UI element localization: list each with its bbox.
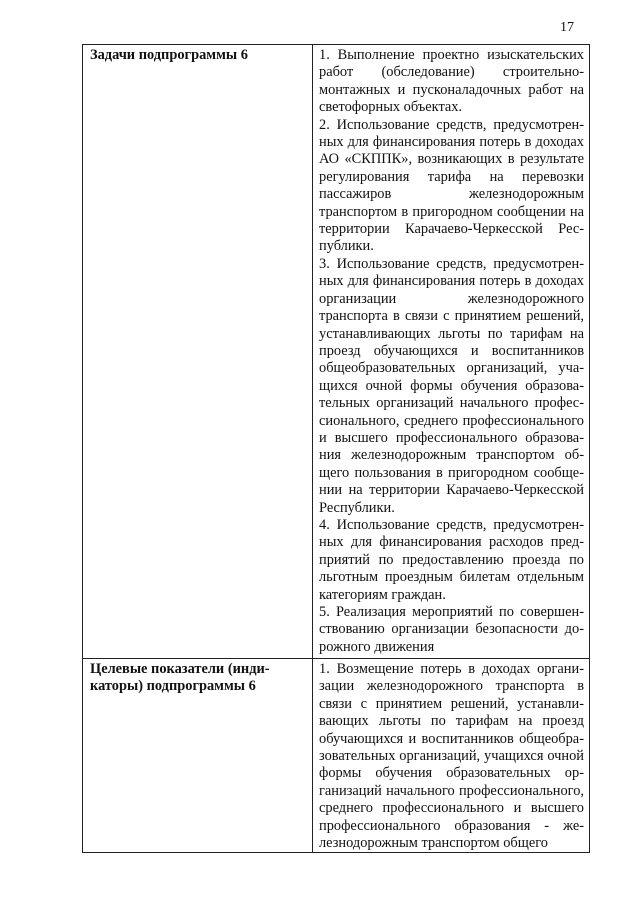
label-cell-indicators: Целевые показатели (индикаторы) подпрограммы 6 bbox=[83, 659, 313, 853]
task-item-5: 5. Реализация мероприятий по совершенствованию организации безопасности дорожного движения bbox=[319, 604, 584, 655]
program-table bbox=[82, 44, 590, 853]
table-row-tasks bbox=[83, 45, 590, 659]
page-number: 17 bbox=[560, 20, 574, 35]
indicator-item-1: 1. Возмещение потерь в доходах организации железнодорожного транспорта в связи с принятием решений, устанавливающих льготы по тарифам на проезд обучающихся и воспитанников общеобразовательных организаций, учащихся очной формы обучения образовательных организаций начального профессионального, среднего профессионального и высшего профессионального образования - железнодорожным транспортом общего bbox=[319, 661, 584, 852]
label-cell-tasks: Задачи подпрограммы 6 bbox=[83, 45, 313, 659]
content-cell-tasks bbox=[313, 45, 590, 659]
content-cell-indicators bbox=[313, 659, 590, 853]
task-item-1: 1. Выполнение проектно изыскательских работ (обследование) строительно-монтажных и пусконаладочных работ на светофорных объектах. bbox=[319, 47, 584, 116]
task-item-2: 2. Использование средств, предусмотренных для финансирования потерь в доходах АО «СКППК», возникающих в результате регулирования тарифа на перевозки пассажиров железнодорожным транспортом в пригородном сообщении на территории Карачаево-Черкесской Республики. bbox=[319, 116, 584, 255]
table-row-indicators bbox=[83, 659, 590, 853]
task-item-4: 4. Использование средств, предусмотренных для финансирования расходов предприятий по предоставлению проезда по льготным проездным билетам отдельным категориям граждан. bbox=[319, 516, 584, 603]
task-item-3: 3. Использование средств, предусмотренных для финансирования потерь в доходах организации железнодорожного транспорта в связи с принятием решений, устанавливающих льготы по тарифам на проезд обучающихся и воспитанников общеобразовательных организаций, учащихся очной формы обучения образовательных организаций начального профессионального, среднего профессионального и высшего профессионального образования железнодорожным транспортом общего пользования в пригородном сообщении на территории Карачаево-Черкесской Республики. bbox=[319, 255, 584, 516]
